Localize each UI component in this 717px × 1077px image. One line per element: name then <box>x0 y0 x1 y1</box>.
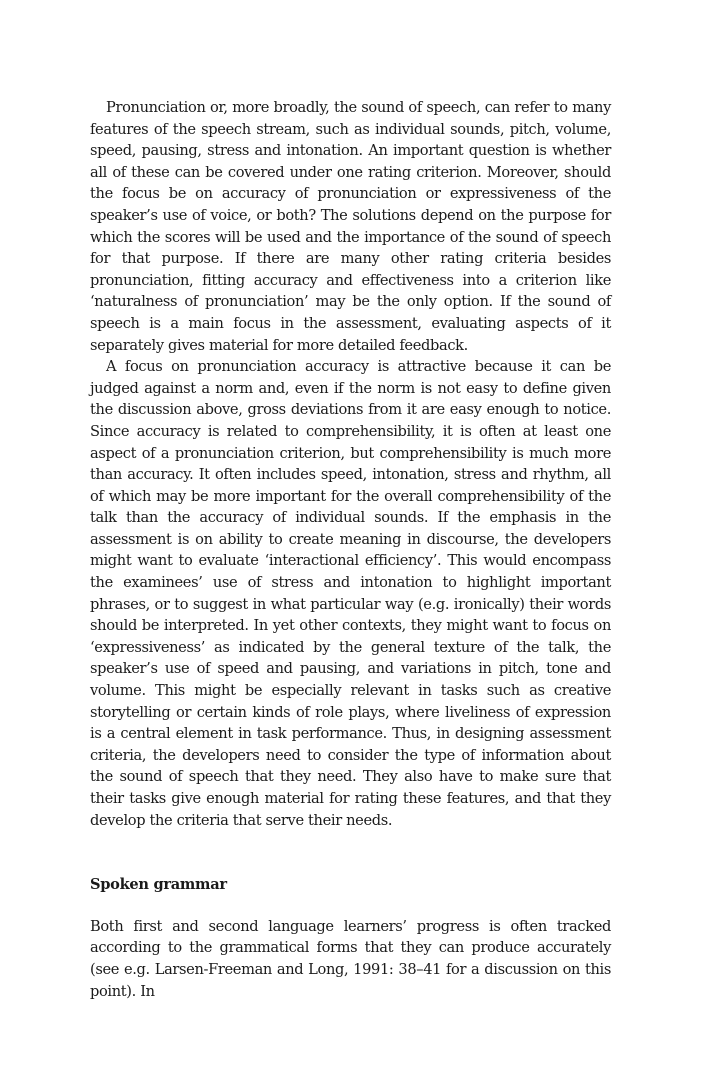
book-page <box>90 97 611 1002</box>
body-paragraph-accuracy: A focus on pronunciation accuracy is attractive because it can be judged against a norm and, even if the norm is not easy to define given the discussion above, gross deviations from it are easy enough to notice. Since accuracy is related to comprehensibility, it is often at least one aspect of a pronunciation criterion, but comprehensibility is much more than accuracy. It often includes speed, intonation, stress and rhythm, all of which may be more important for the overall comprehensibility of the talk than the accuracy of individual sounds. If the emphasis in the assessment is on ability to create meaning in discourse, the developers might want to evaluate ‘interactional efficiency’. This would encompass the examinees’ use of stress and intonation to highlight important phrases, or to suggest in what particular way (e.g. ironically) their words should be interpreted. In yet other contexts, they might want to focus on ‘expressiveness’ as indicated by the general texture of the talk, the speaker’s use of speed and pausing, and variations in pitch, tone and volume. This might be especially relevant in tasks such as creative storytelling or certain kinds of role plays, where liveliness of expression is a central element in task performance. Thus, in designing assessment criteria, the developers need to consider the type of information about the sound of speech that they need. They also have to make sure that their tasks give enough material for rating these features, and that they develop the criteria that serve their needs. <box>90 358 611 829</box>
body-paragraph-spoken-grammar: Both first and second language learners’ progress is often tracked according to the grammatical forms that they can produce accurately (see e.g. Larsen-Freeman and Long, 1991: 38–41 for a discussion on this point). In <box>90 917 611 1000</box>
body-paragraph-pronunciation: Pronunciation or, more broadly, the sound of speech, can refer to many features of the speech stream, such as individual sounds, pitch, volume, speed, pausing, stress and intonation. An important question is whether all of these can be covered under one rating criterion. Moreover, should the focus be on accuracy of pronunciation or expressiveness of the speaker’s use of voice, or both? The solutions depend on the purpose for which the scores will be used and the importance of the sound of speech for that purpose. If there are many other rating criteria besides pronunciation, fitting accuracy and effectiveness into a criterion like ‘naturalness of pronunciation’ may be the only option. If the sound of speech is a main focus in the assessment, evaluating aspects of it separately gives material for more detailed feedback. <box>90 99 611 354</box>
section-heading-spoken-grammar: Spoken grammar <box>90 876 227 894</box>
